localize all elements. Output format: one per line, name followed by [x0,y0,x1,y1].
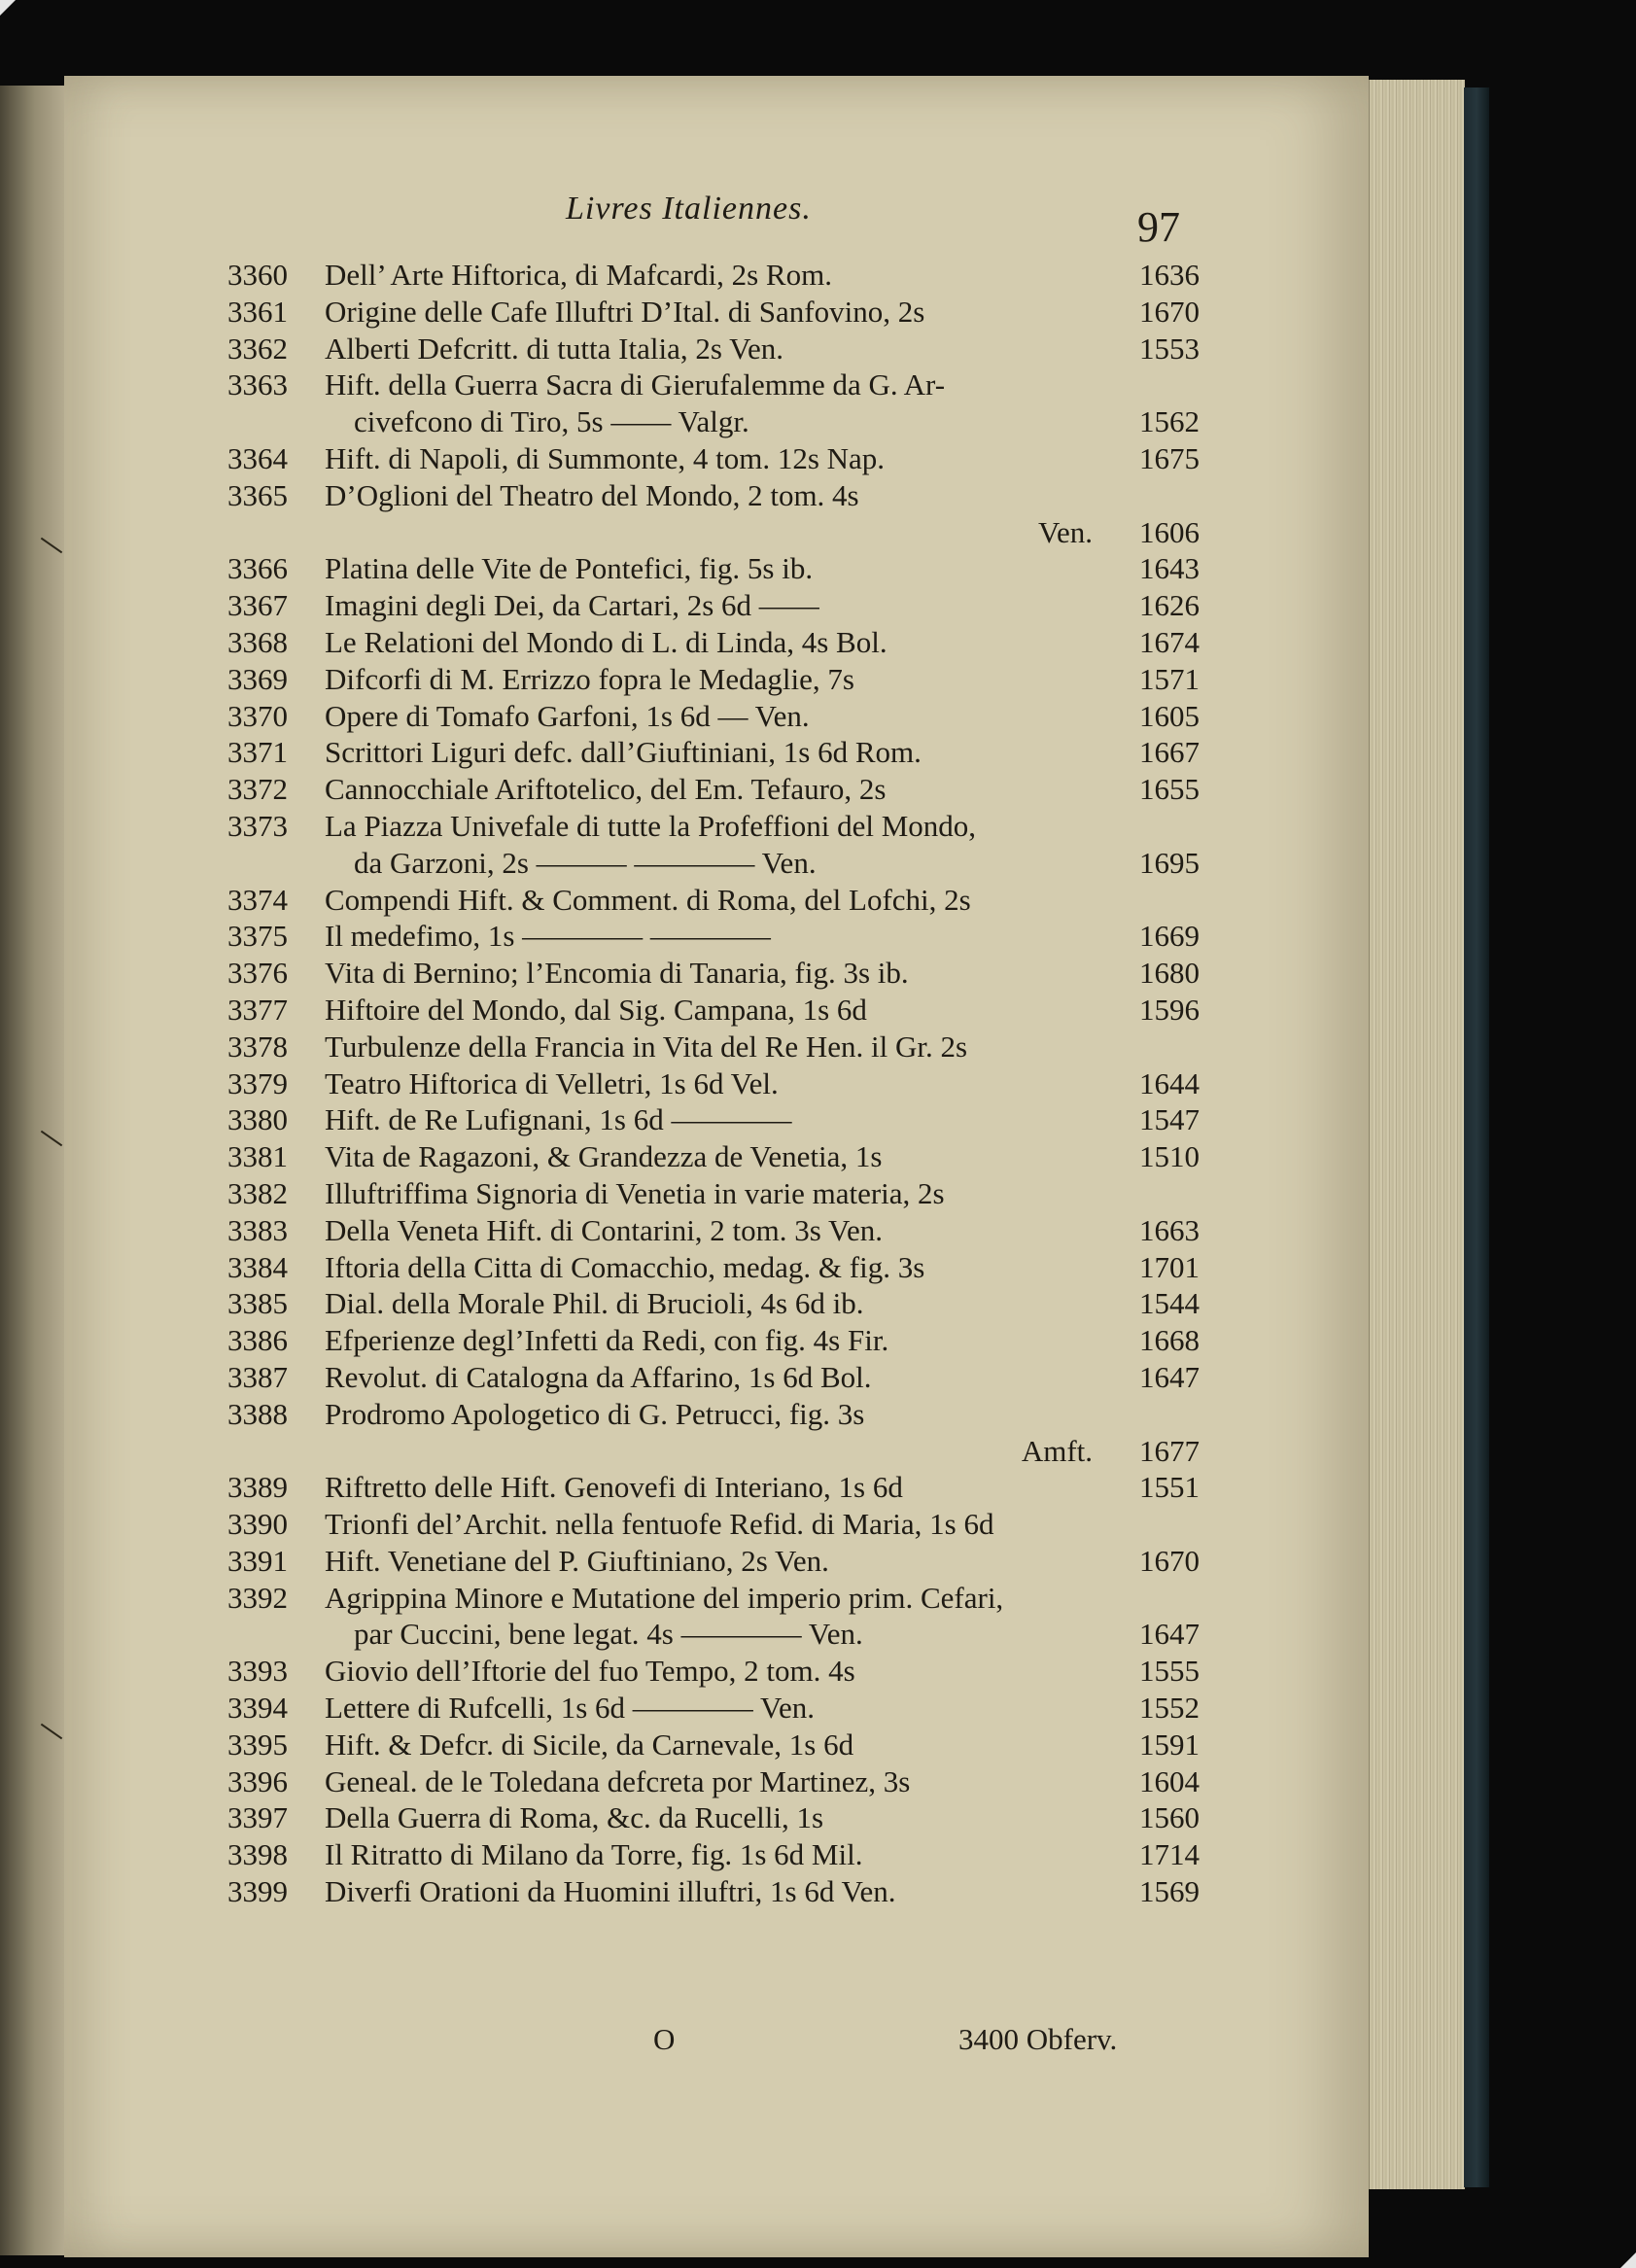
entry-date: 1644 [1139,1065,1200,1100]
catalogue-entry [227,1212,1200,1249]
entry-title: La Piazza Univefale di tutte la Profeffioni del Mondo, [325,808,977,843]
entry-title: Alberti Defcritt. di tutta Italia, 2s Ven. [325,331,784,366]
entry-date: 1555 [1139,1654,1200,1689]
entry-number: 3367 [227,588,288,623]
catalogue-entry [227,1543,1200,1580]
entry-date: 1667 [1139,735,1200,770]
entry-title: Platina delle Vite de Pontefici, fig. 5s ib. [325,551,814,586]
catalogue-entry [227,331,1200,367]
entry-title: Vita di Bernino; l’Encomia di Tanaria, fig. 3s ib. [325,956,909,991]
entry-number: 3399 [227,1874,288,1909]
entry-continuation: civefcono di Tiro, 5s —— Valgr. [354,404,749,439]
entry-date: 1551 [1139,1470,1200,1505]
catalogue-entry [227,440,1200,477]
catalogue-entry [227,1396,1200,1470]
entry-number: 3363 [227,367,288,402]
entry-number: 3391 [227,1543,288,1578]
entry-number: 3395 [227,1727,288,1762]
entry-number: 3365 [227,477,288,512]
entry-number: 3362 [227,331,288,366]
left-page-edge [0,86,66,2255]
entry-date: 1553 [1139,331,1200,366]
entry-title: Hift. de Re Lufignani, 1s 6d ———— [325,1102,792,1137]
catalogue-entry [227,477,1200,551]
entry-number: 3377 [227,992,288,1027]
entry-title: Riftretto delle Hift. Genovefi di Interiano, 1s 6d [325,1470,903,1505]
catalogue-entry [227,294,1200,331]
entry-date: 1626 [1139,588,1200,623]
entry-date: 1591 [1139,1727,1200,1762]
entry-date: 1636 [1139,258,1200,292]
entry-title: Dial. della Morale Phil. di Brucioli, 4s 6d ib. [325,1286,864,1321]
catalogue-entry [227,1029,1200,1065]
catalogue-entry [227,1799,1200,1836]
catalogue-entry [227,955,1200,992]
catalogue-entry [227,698,1200,735]
entry-continuation: da Garzoni, 2s ——— ———— Ven. [354,845,817,880]
entry-title: Geneal. de le Toledana defcreta por Martinez, 3s [325,1763,911,1798]
entry-date: 1701 [1139,1249,1200,1284]
entry-continuation: par Cuccini, bene legat. 4s ———— Ven. [354,1617,863,1652]
entry-date: 1596 [1139,992,1200,1027]
entry-number: 3378 [227,1029,288,1064]
entry-title: Hift. della Guerra Sacra di Gierufalemme da G. Ar- [325,367,946,402]
entry-title: Imagini degli Dei, da Cartari, 2s 6d —— [325,588,819,623]
entry-date: 1663 [1139,1212,1200,1247]
catalogue-entry [227,771,1200,808]
entry-date: 1695 [1139,845,1200,880]
entry-title: Cannocchiale Ariftotelico, del Em. Tefauro, 2s [325,772,887,807]
catalogue-entry [227,1763,1200,1800]
catalogue-entry [227,257,1200,294]
entry-date: 1647 [1139,1617,1200,1652]
entry-date: 1606 [1139,514,1200,549]
entry-number: 3376 [227,956,288,991]
catalogue-entry [227,1359,1200,1396]
entry-date: 1675 [1139,440,1200,475]
entry-title: Revolut. di Catalogna da Affarino, 1s 6d Bol. [325,1359,872,1394]
entry-number: 3372 [227,772,288,807]
entry-title: Opere di Tomafo Garfoni, 1s 6d — Ven. [325,698,810,733]
entry-number: 3383 [227,1212,288,1247]
entry-date: 1674 [1139,624,1200,659]
catalogue-entry [227,1249,1200,1286]
entry-date: 1544 [1139,1286,1200,1321]
entry-title: Della Guerra di Roma, &c. da Rucelli, 1s [325,1800,824,1835]
entry-title: Efperienze degl’Infetti da Redi, con fig. 4s Fir. [325,1323,889,1358]
catalogue-entry [227,1469,1200,1506]
entry-number: 3369 [227,661,288,696]
page-number: 97 [1137,203,1180,251]
entry-continuation: Amft. [1021,1433,1093,1468]
catalogue-entry [227,1836,1200,1873]
entry-number: 3368 [227,624,288,659]
entry-date: 1569 [1139,1874,1200,1909]
entry-title: Teatro Hiftorica di Velletri, 1s 6d Vel. [325,1065,779,1100]
entry-date: 1647 [1139,1359,1200,1394]
catalogue-entry [227,587,1200,624]
catalogue-entry [227,808,1200,882]
entry-number: 3396 [227,1763,288,1798]
catchword: O [653,2022,676,2056]
entry-number: 3386 [227,1323,288,1358]
signature-line: 3400 Obferv. [958,2022,1118,2056]
entry-number: 3393 [227,1654,288,1689]
catalogue-entry [227,918,1200,955]
entry-date: 1560 [1139,1800,1200,1835]
entry-title: Illuftriffima Signoria di Venetia in varie materia, 2s [325,1175,945,1210]
catalogue-entry [227,1101,1200,1138]
entry-title: Diverfi Orationi da Huomini illuftri, 1s 6d Ven. [325,1874,896,1909]
entry-number: 3366 [227,551,288,586]
entry-title: Vita de Ragazoni, & Grandezza de Venetia, 1s [325,1139,883,1174]
entry-date: 1604 [1139,1763,1200,1798]
entry-title: Turbulenze della Francia in Vita del Re Hen. il Gr. 2s [325,1029,968,1064]
catalogue-entry [227,1580,1200,1654]
entry-number: 3397 [227,1800,288,1835]
entry-date: 1670 [1139,1543,1200,1578]
catalogue-entry [227,624,1200,661]
entry-date: 1547 [1139,1102,1200,1137]
entry-date: 1562 [1139,404,1200,439]
entry-title: Iftoria della Citta di Comacchio, medag. & fig. 3s [325,1249,925,1284]
entry-number: 3382 [227,1175,288,1210]
entry-date: 1677 [1139,1433,1200,1468]
catalogue-entry [227,1653,1200,1690]
entry-number: 3398 [227,1837,288,1872]
entry-title: Scrittori Liguri defc. dall’Giuftiniani, 1s 6d Rom. [325,735,922,770]
catalogue-entry [227,1873,1200,1910]
entry-number: 3371 [227,735,288,770]
entry-date: 1571 [1139,661,1200,696]
entry-date: 1669 [1139,919,1200,954]
catalogue-entry [227,1285,1200,1322]
entry-date: 1510 [1139,1139,1200,1174]
entry-number: 3381 [227,1139,288,1174]
entry-date: 1680 [1139,956,1200,991]
entry-number: 3394 [227,1691,288,1726]
catalogue-entry [227,1322,1200,1359]
entry-title: Le Relationi del Mondo di L. di Linda, 4s Bol. [325,624,888,659]
entry-date: 1670 [1139,294,1200,329]
entry-number: 3388 [227,1396,288,1431]
catalogue-entry [227,882,1200,919]
catalogue-entry [227,734,1200,771]
entry-title: Hift. & Defcr. di Sicile, da Carnevale, 1s 6d [325,1727,854,1762]
entry-title: Il Ritratto di Milano da Torre, fig. 1s 6d Mil. [325,1837,863,1872]
catalogue-entry [227,992,1200,1029]
entry-title: Hift. di Napoli, di Summonte, 4 tom. 12s Nap. [325,440,886,475]
catalogue-entry [227,366,1200,440]
entry-number: 3361 [227,294,288,329]
entry-title: D’Oglioni del Theatro del Mondo, 2 tom. 4s [325,477,859,512]
entry-number: 3373 [227,808,288,843]
entry-number: 3375 [227,919,288,954]
entry-title: Trionfi del’Archit. nella fentuofe Refid. di Maria, 1s 6d [325,1507,994,1542]
entry-title: Dell’ Arte Hiftorica, di Mafcardi, 2s Rom. [325,258,832,292]
catalogue-entry [227,661,1200,698]
entry-title: Il medefimo, 1s ———— ———— [325,919,771,954]
entry-title: Agrippina Minore e Mutatione del imperio prim. Cefari, [325,1580,1004,1615]
catalogue-entry [227,1690,1200,1727]
book-cover-edge [1464,87,1489,2187]
entry-date: 1643 [1139,551,1200,586]
entry-title: Della Veneta Hift. di Contarini, 2 tom. 3s Ven. [325,1212,883,1247]
running-head: Livres Italiennes. [566,191,812,227]
catalogue-entry [227,1138,1200,1175]
entry-number: 3384 [227,1249,288,1284]
entry-number: 3385 [227,1286,288,1321]
entry-title: Prodromo Apologetico di G. Petrucci, fig. 3s [325,1396,865,1431]
entry-number: 3390 [227,1507,288,1542]
catalogue-entry [227,1727,1200,1763]
entry-date: 1552 [1139,1691,1200,1726]
entry-number: 3379 [227,1065,288,1100]
entry-title: Difcorfi di M. Errizzo fopra le Medaglie, 7s [325,661,854,696]
page-edges [1369,80,1465,2189]
entry-title: Giovio dell’Iftorie del fuo Tempo, 2 tom. 4s [325,1654,855,1689]
catalogue-entry [227,1506,1200,1543]
corner-marker [0,0,16,16]
catalogue-entry [227,550,1200,587]
entry-number: 3374 [227,882,288,917]
entry-title: Hiftoire del Mondo, dal Sig. Campana, 1s 6d [325,992,867,1027]
catalogue-entries [227,257,1200,1910]
entry-date: 1668 [1139,1323,1200,1358]
catalogue-entry [227,1065,1200,1102]
entry-number: 3387 [227,1359,288,1394]
entry-date: 1655 [1139,772,1200,807]
entry-date: 1714 [1139,1837,1200,1872]
entry-number: 3360 [227,258,288,292]
entry-title: Origine delle Cafe Illuftri D’Ital. di Sanfovino, 2s [325,294,925,329]
entry-number: 3364 [227,440,288,475]
entry-title: Compendi Hift. & Comment. di Roma, del Lofchi, 2s [325,882,971,917]
entry-title: Lettere di Rufcelli, 1s 6d ———— Ven. [325,1691,815,1726]
catalogue-entry [227,1175,1200,1212]
entry-number: 3392 [227,1580,288,1615]
corner-marker [1620,2252,1636,2268]
entry-title: Hift. Venetiane del P. Giuftiniano, 2s Ven. [325,1543,829,1578]
entry-number: 3380 [227,1102,288,1137]
entry-continuation: Ven. [1038,514,1093,549]
entry-number: 3370 [227,698,288,733]
entry-date: 1605 [1139,698,1200,733]
entry-number: 3389 [227,1470,288,1505]
